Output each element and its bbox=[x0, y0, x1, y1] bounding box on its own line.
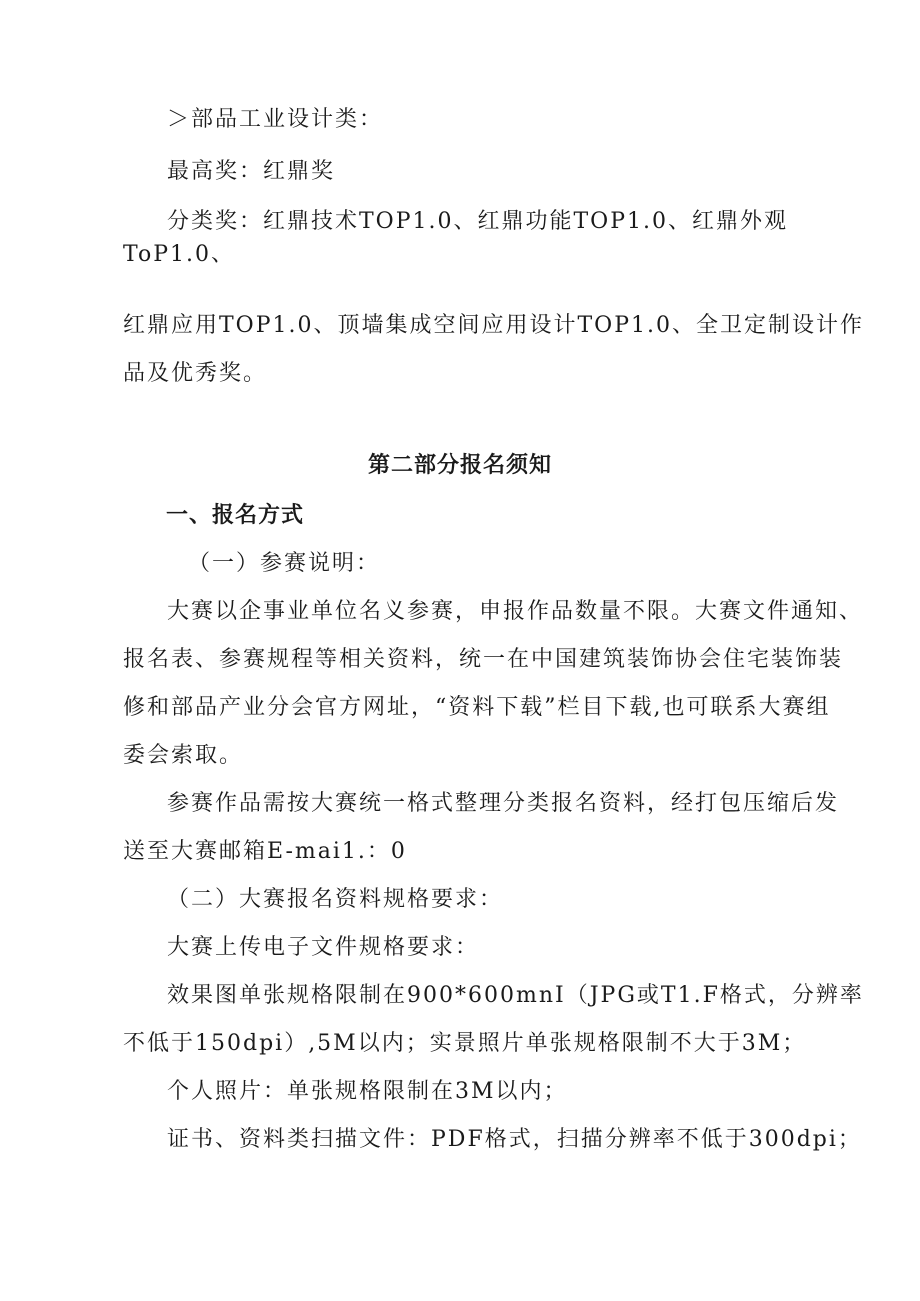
subsection-heading-spec-requirements: （二）大赛报名资料规格要求： bbox=[167, 887, 504, 912]
spec-personal-photo: 个人照片：单张规格限制在3M以内； bbox=[167, 1079, 568, 1104]
category-award-line-4: 品及优秀奖。 bbox=[123, 361, 268, 386]
paragraph-line: 大赛以企事业单位名义参赛，申报作品数量不限。大赛文件通知、 bbox=[167, 599, 864, 624]
paragraph-line: 参赛作品需按大赛统一格式整理分类报名资料，经打包压缩后发 bbox=[167, 791, 840, 816]
section-heading-registration: 一、报名方式 bbox=[166, 503, 305, 528]
top-award-line: 最高奖：红鼎奖 bbox=[167, 159, 336, 184]
part-title: 第二部分报名须知 bbox=[367, 453, 552, 478]
spec-certificates: 证书、资料类扫描文件：PDF格式，扫描分辨率不低于300dpi； bbox=[167, 1127, 862, 1152]
spec-rendering-line: 不低于150dpi）,5M以内；实景照片单张规格限制不大于3M； bbox=[123, 1031, 807, 1056]
subsection-heading-entry-notes: （一）参赛说明： bbox=[188, 551, 381, 576]
paragraph-line: 报名表、参赛规程等相关资料，统一在中国建筑装饰协会住宅装饰装 bbox=[123, 647, 844, 672]
category-heading: ＞部品工业设计类： bbox=[167, 107, 384, 132]
category-award-line-2: ToP1.0、 bbox=[123, 242, 236, 267]
paragraph-line: 委会索取。 bbox=[123, 743, 244, 768]
category-award-line-3: 红鼎应用TOP1.0、顶墙集成空间应用设计TOP1.0、全卫定制设计作 bbox=[123, 313, 865, 338]
category-award-line-1: 分类奖：红鼎技术TOP1.0、红鼎功能TOP1.0、红鼎外观 bbox=[167, 209, 789, 234]
paragraph-line: 送至大赛邮箱E-mai1.：0 bbox=[123, 839, 407, 864]
spec-rendering-line: 效果图单张规格限制在900*600mnI（JPG或T1.F格式，分辨率 bbox=[167, 983, 864, 1008]
upload-spec-intro: 大赛上传电子文件规格要求： bbox=[167, 935, 480, 960]
paragraph-line: 修和部品产业分会官方网址，“资料下载”栏目下载,也可联系大赛组 bbox=[123, 695, 831, 720]
